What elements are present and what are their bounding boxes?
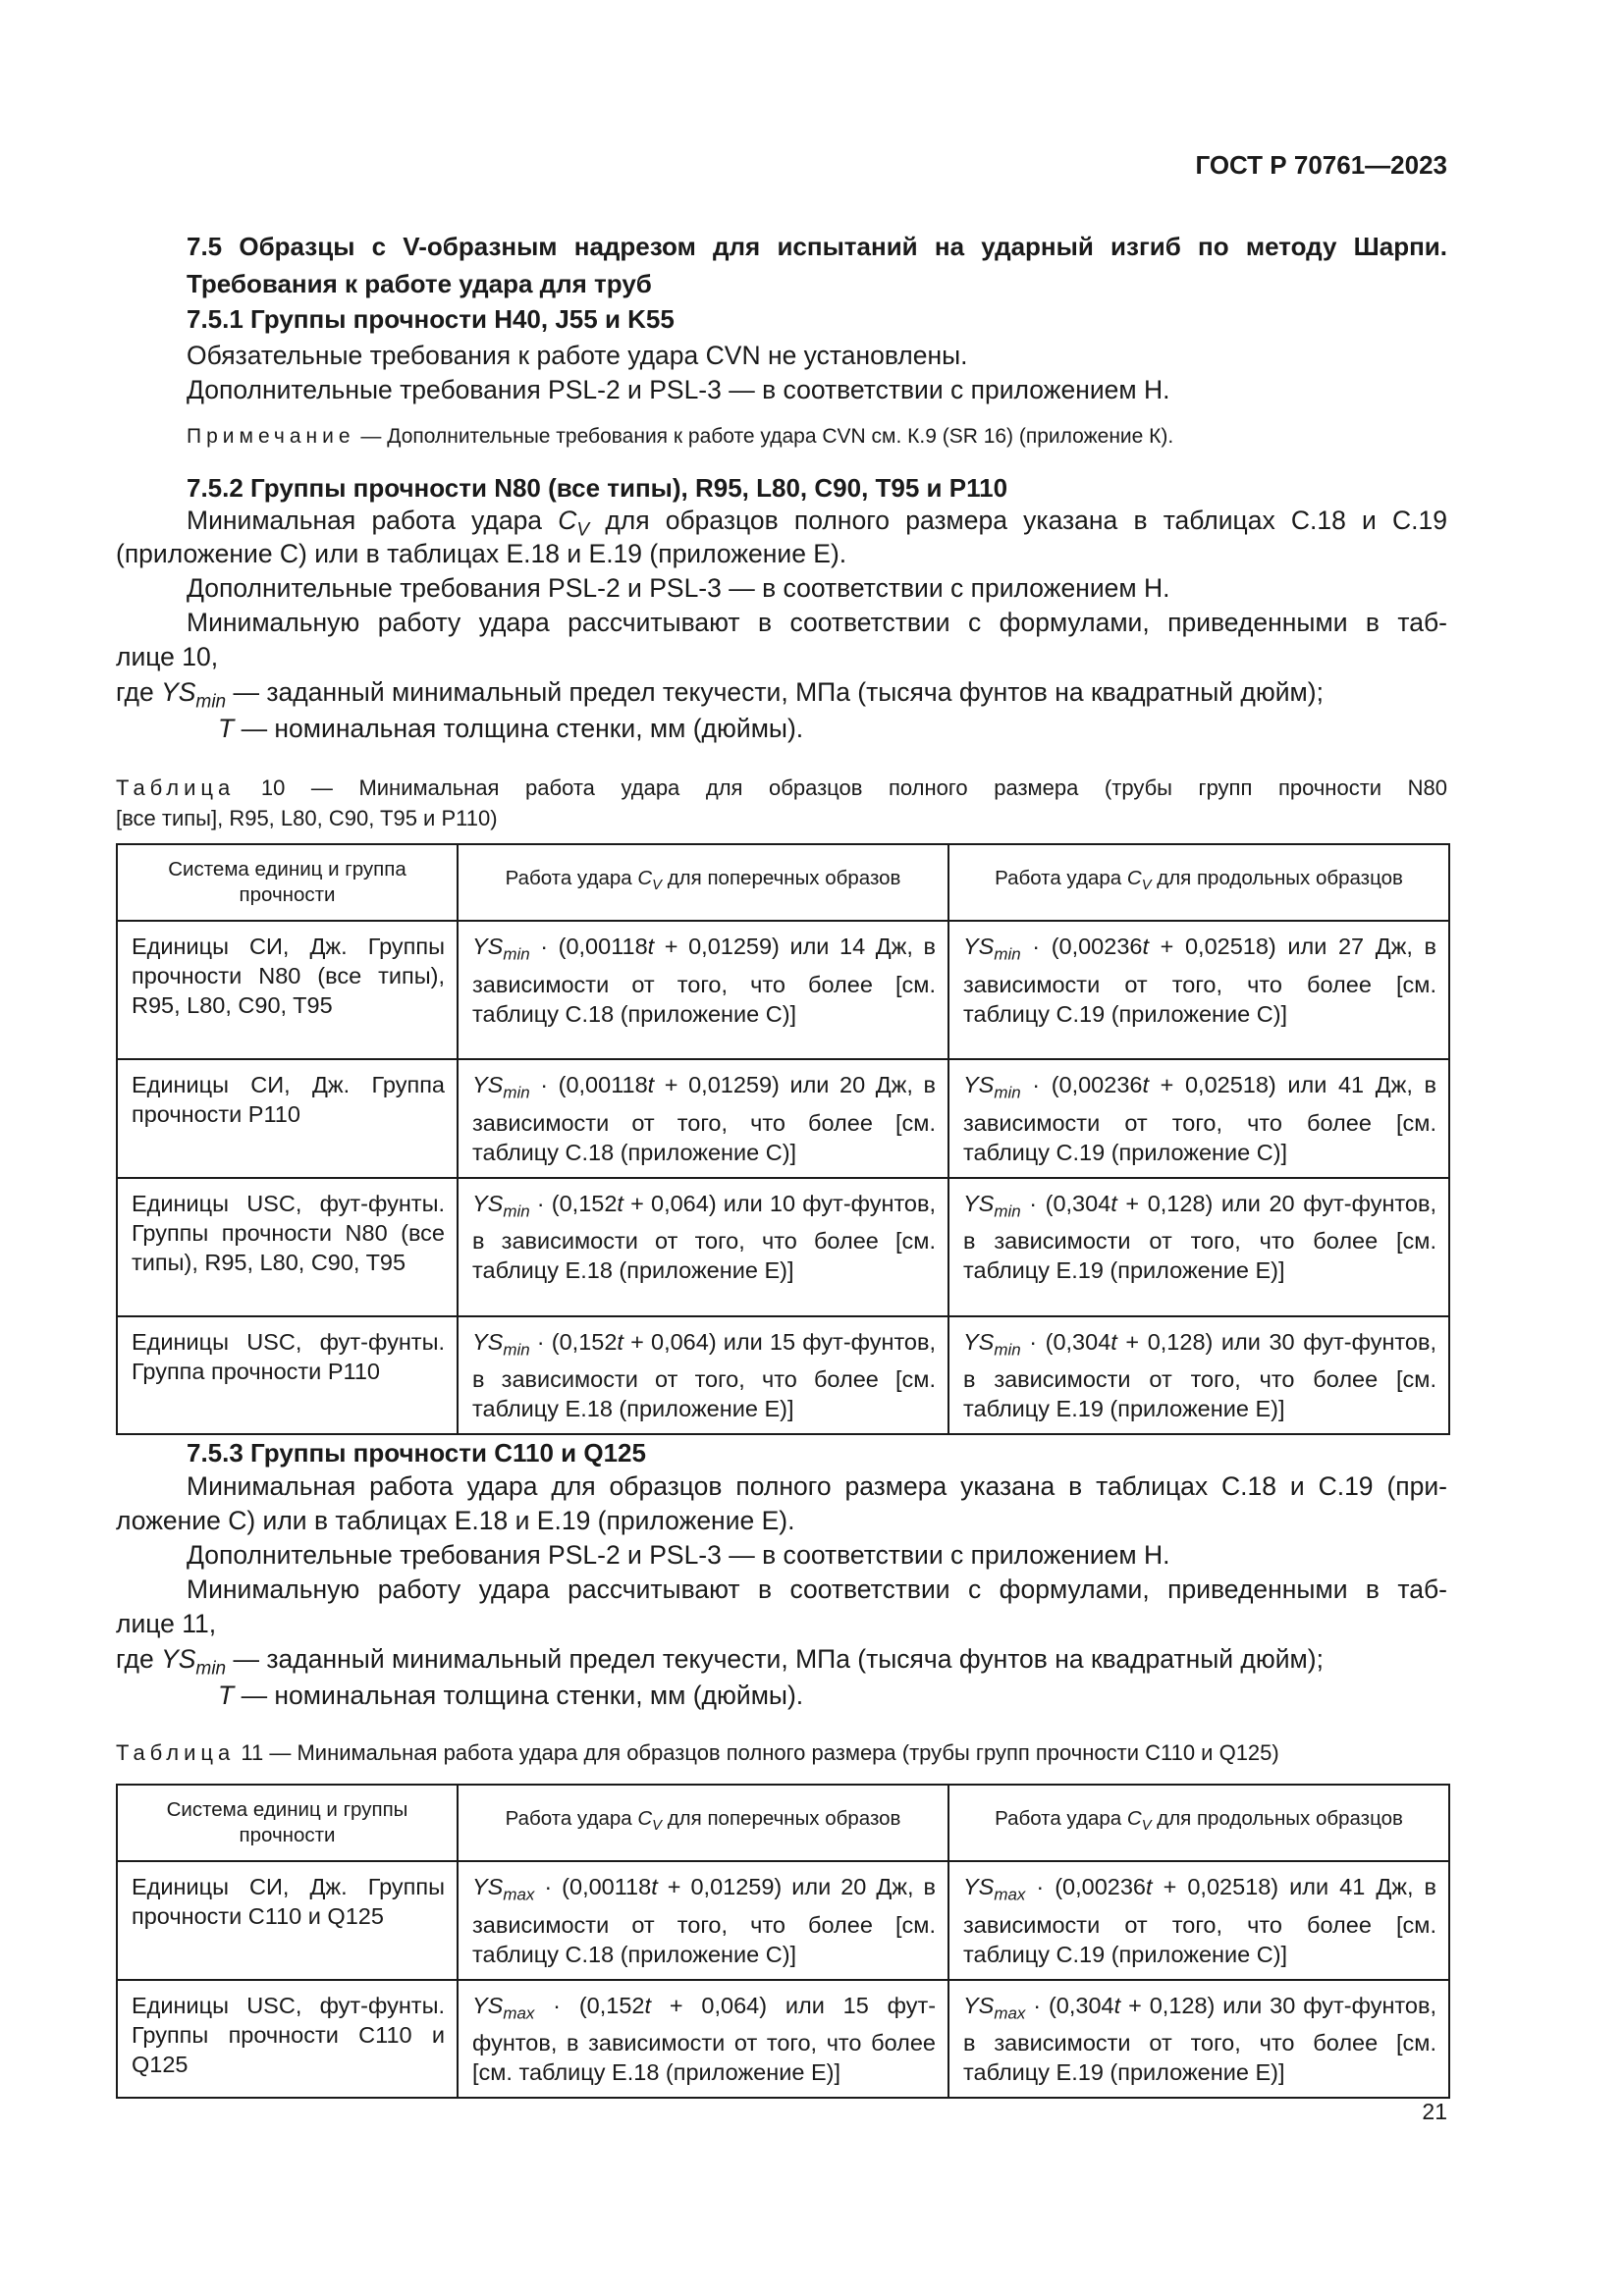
table-10-caption — [116, 773, 1447, 833]
table-11-header-transverse: Работа удара $C_V$ для поперечных образов — [458, 1785, 948, 1861]
section-7-5-3-heading: 7.5.3 Группы прочности C110 и Q125 — [187, 1438, 646, 1468]
section-7-5-3-p1-line1: Минимальная работа удара для образцов полного размера указана в таблицах С.18 и С.19 (при- — [187, 1471, 1447, 1501]
note-label: Примечание — [187, 425, 355, 448]
section-7-5-3-p3-line1: Минимальную работу удара рассчитывают в соответствии с формулами, приведенными в таб- — [187, 1575, 1447, 1604]
section-7-5-heading-line2: Требования к работе удара для труб — [187, 269, 652, 298]
where-ys-text: — заданный минимальный предел текучести, МПа (тысяча фунтов на квадратный дюйм); — [233, 677, 1324, 707]
document-code: ГОСТ Р 70761—2023 — [1195, 150, 1447, 180]
table-10-label: Таблица — [116, 775, 236, 800]
where-t-line — [218, 712, 803, 746]
section-7-5-2-p3-line2: лице 10, — [116, 642, 219, 671]
p1-text-a: Минимальная работа удара — [187, 506, 543, 535]
table-11-label: Таблица — [116, 1740, 236, 1765]
table-cell-system: Единицы СИ, Дж. Группа прочности P110 — [117, 1059, 458, 1178]
table-cell-transverse: $YS_{min} \cdot (0,152t + 0,064)$ или 10 фут-фунтов, в зависимости от того, что более [см. таблицу Е.18 (приложение Е)] — [458, 1178, 948, 1316]
table-cell-transverse: $YS_{max} \cdot (0,00118t + 0,01259)$ или 20 Дж, в зависимости от того, что более [см. таблицу С.18 (приложение С)] — [458, 1861, 948, 1980]
table-10-caption-line2: [все типы], R95, L80, C90, T95 и P110) — [116, 806, 498, 830]
table-11-caption-text: 11 — Минимальная работа удара для образцов полного размера (трубы групп прочности C110 и Q125) — [241, 1740, 1279, 1765]
table-10 — [116, 843, 1450, 1435]
table-cell-longitudinal: $YS_{min} \cdot (0,304t + 0,128)$ или 20 фут-фунтов, в зависимости от того, что более [см. таблицу Е.19 (приложение Е)] — [948, 1178, 1449, 1316]
t-symbol: T — [218, 714, 235, 743]
table-cell-transverse: $YS_{max} \cdot (0,152t + 0,064)$ или 15 фут-фунтов, в зависимости от того, что более [см. таблицу Е.18 (приложение Е)] — [458, 1980, 948, 2099]
section-7-5-1-p1: Обязательные требования к работе удара CVN не установлены. — [187, 341, 968, 370]
table-10-caption-line1: 10 — Минимальная работа удара для образцов полного размера (трубы групп прочности N80 — [260, 775, 1447, 800]
table-cell-transverse: $YS_{min} \cdot (0,00118t + 0,01259)$ или 20 Дж, в зависимости от того, что более [см. таблицу С.18 (приложение С)] — [458, 1059, 948, 1178]
table-10-header-longitudinal: Работа удара $C_V$ для продольных образцов — [948, 844, 1449, 921]
note-text: — Дополнительные требования к работе удара CVN см. К.9 (SR 16) (приложение К). — [360, 425, 1174, 448]
table-cell-longitudinal: $YS_{max} \cdot (0,00236t + 0,02518)$ или 41 Дж, в зависимости от того, что более [см. таблицу С.19 (приложение С)] — [948, 1861, 1449, 1980]
section-7-5-3-p3-line2: лице 11, — [116, 1609, 217, 1638]
table-cell-system: Единицы USC, фут-фунты. Группа прочности P110 — [117, 1316, 458, 1435]
section-7-5-heading — [187, 228, 1447, 302]
table-cell-longitudinal: $YS_{min} \cdot (0,00236t + 0,02518)$ или 27 Дж, в зависимости от того, что более [см. таблицу С.19 (приложение С)] — [948, 921, 1449, 1059]
page-number: 21 — [1422, 2099, 1447, 2124]
section-7-5-3-p1-line2: ложение С) или в таблицах Е.18 и Е.19 (приложение Е). — [116, 1506, 795, 1535]
table-cell-transverse: $YS_{min} \cdot (0,152t + 0,064)$ или 15 фут-фунтов, в зависимости от того, что более [см. таблицу Е.18 (приложение Е)] — [458, 1316, 948, 1435]
table-row — [117, 1316, 1449, 1435]
table-cell-longitudinal: $YS_{max} \cdot (0,304t + 0,128)$ или 30 фут-фунтов, в зависимости от того, что более [см. таблицу Е.19 (приложение Е)] — [948, 1980, 1449, 2099]
where-t-text: — номинальная толщина стенки, мм (дюймы). — [241, 1681, 804, 1710]
table-10-header-transverse: Работа удара $C_V$ для поперечных образов — [458, 844, 948, 921]
table-cell-system: Единицы СИ, Дж. Группы прочности C110 и Q125 — [117, 1861, 458, 1980]
table-cell-system: Единицы СИ, Дж. Группы прочности N80 (все типы), R95, L80, C90, T95 — [117, 921, 458, 1059]
where-ys-text: — заданный минимальный предел текучести, МПа (тысяча фунтов на квадратный дюйм); — [233, 1644, 1324, 1674]
table-11 — [116, 1784, 1450, 2099]
table-11-caption — [116, 1737, 1447, 1768]
section-7-5-2-heading: 7.5.2 Группы прочности N80 (все типы), R95, L80, C90, T95 и P110 — [187, 473, 1008, 503]
section-7-5-2-p2: Дополнительные требования PSL-2 и PSL-3 — в соответствии с приложением Н. — [187, 573, 1170, 603]
section-7-5-heading-line1: 7.5 Образцы с V-образным надрезом для испытаний на ударный изгиб по методу Шарпи. — [187, 232, 1447, 261]
section-7-5-1-heading: 7.5.1 Группы прочности H40, J55 и K55 — [187, 304, 675, 334]
table-10-header-row — [117, 844, 1449, 921]
section-7-5-2-p3-line1: Минимальную работу удара рассчитывают в соответствии с формулами, приведенными в таб- — [187, 608, 1447, 637]
cv-symbol: $C_V$ — [558, 506, 590, 541]
table-cell-system: Единицы USC, фут-фунты. Группы прочности N80 (все типы), R95, L80, C90, T95 — [117, 1178, 458, 1316]
ys-min-symbol: $YS_{min}$ — [161, 1644, 227, 1680]
table-row — [117, 921, 1449, 1059]
where-t-text: — номинальная толщина стенки, мм (дюймы). — [241, 714, 804, 743]
note — [187, 425, 1173, 449]
where-t-line-2 — [218, 1679, 803, 1713]
p1-text-b: для образцов полного размера указана в таблицах С.18 и С.19 — [605, 506, 1447, 535]
ys-min-symbol: $YS_{min}$ — [161, 677, 227, 713]
table-cell-longitudinal: $YS_{min} \cdot (0,00236t + 0,02518)$ или 41 Дж, в зависимости от того, что более [см. таблицу С.19 (приложение С)] — [948, 1059, 1449, 1178]
table-cell-transverse: $YS_{min} \cdot (0,00118t + 0,01259)$ или 14 Дж, в зависимости от того, что более [см. таблицу С.18 (приложение С)] — [458, 921, 948, 1059]
section-7-5-2-p1-line2: (приложение С) или в таблицах Е.18 и Е.19 (приложение Е). — [116, 539, 847, 568]
table-11-header-row — [117, 1785, 1449, 1861]
table-row — [117, 1178, 1449, 1316]
table-11-header-system: Система единиц и группы прочности — [117, 1785, 458, 1861]
table-cell-system: Единицы USC, фут-фунты. Группы прочности C110 и Q125 — [117, 1980, 458, 2099]
table-row — [117, 1059, 1449, 1178]
table-10-header-system: Система единиц и группа прочности — [117, 844, 458, 921]
table-row — [117, 1980, 1449, 2099]
t-symbol: T — [218, 1681, 235, 1710]
section-7-5-1-p2: Дополнительные требования PSL-2 и PSL-3 — в соответствии с приложением Н. — [187, 375, 1170, 404]
table-11-header-longitudinal: Работа удара $C_V$ для продольных образцов — [948, 1785, 1449, 1861]
table-row — [117, 1861, 1449, 1980]
where-label: где — [116, 1644, 154, 1674]
table-cell-longitudinal: $YS_{min} \cdot (0,304t + 0,128)$ или 30 фут-фунтов, в зависимости от того, что более [см. таблицу Е.19 (приложение Е)] — [948, 1316, 1449, 1435]
section-7-5-3-p2: Дополнительные требования PSL-2 и PSL-3 — в соответствии с приложением Н. — [187, 1540, 1170, 1570]
where-label: где — [116, 677, 154, 707]
